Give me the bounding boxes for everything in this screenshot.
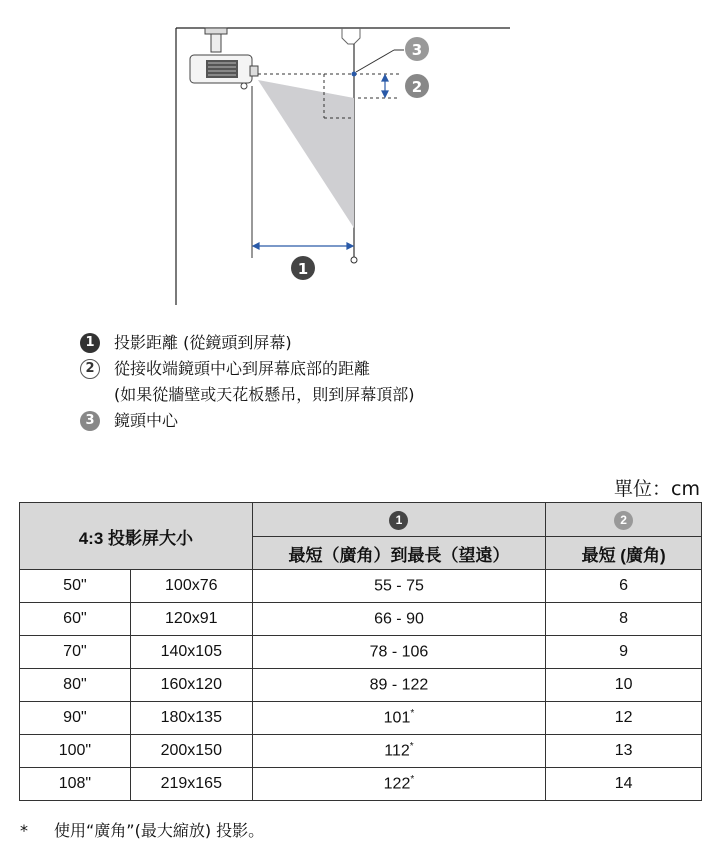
cell-distance-value: 78 - 106 bbox=[369, 643, 429, 661]
header-screen-size: 4:3 投影屏大小 bbox=[20, 503, 253, 570]
cell-distance-value: 101 bbox=[383, 709, 411, 727]
cell-star: * bbox=[410, 774, 415, 786]
cell-dims: 180x135 bbox=[130, 702, 252, 735]
number-2-icon: 2 bbox=[80, 359, 100, 379]
cell-min: 12 bbox=[546, 702, 702, 735]
callout-3-leader bbox=[356, 50, 394, 72]
table-row bbox=[20, 702, 702, 735]
cell-size: 90" bbox=[20, 702, 131, 735]
screen-mount bbox=[342, 28, 360, 44]
number-2-icon: 2 bbox=[614, 511, 633, 530]
header-distance-number bbox=[252, 503, 546, 537]
unit-label: 單位：cm bbox=[614, 478, 700, 500]
cell-dims: 120x91 bbox=[130, 603, 252, 636]
cell-dims: 100x76 bbox=[130, 570, 252, 603]
cell-distance bbox=[252, 768, 546, 801]
callout-2-label: 2 bbox=[411, 78, 423, 96]
table-header-row-1 bbox=[20, 503, 702, 537]
legend-subtext-2: (如果從牆壁或天花板懸吊，則到屏幕頂部) bbox=[114, 385, 415, 404]
cell-size: 80" bbox=[20, 669, 131, 702]
cell-size: 60" bbox=[20, 603, 131, 636]
legend-text-2: 從接收端鏡頭中心到屏幕底部的距離 bbox=[114, 359, 371, 378]
cell-distance-value: 66 - 90 bbox=[374, 610, 424, 628]
cell-distance-value: 55 - 75 bbox=[374, 577, 424, 595]
cell-distance-value: 112 bbox=[384, 742, 410, 760]
cell-distance-value: 122 bbox=[383, 775, 411, 793]
horizontal-distance-arrow bbox=[253, 243, 353, 249]
table-row bbox=[20, 570, 702, 603]
callout-3-label: 3 bbox=[411, 41, 423, 59]
cell-size: 70" bbox=[20, 636, 131, 669]
table-row bbox=[20, 768, 702, 801]
cell-distance bbox=[252, 570, 546, 603]
cell-min: 14 bbox=[546, 768, 702, 801]
projection-beam bbox=[258, 80, 354, 228]
cell-size: 50" bbox=[20, 570, 131, 603]
cell-distance bbox=[252, 636, 546, 669]
cell-min: 10 bbox=[546, 669, 702, 702]
legend-text-1: 投影距離 (從鏡頭到屏幕) bbox=[114, 333, 292, 352]
callout-1-label: 1 bbox=[297, 260, 309, 278]
projector bbox=[190, 55, 258, 89]
cell-distance bbox=[252, 603, 546, 636]
projection-distance-diagram bbox=[0, 0, 712, 320]
screen-size-table bbox=[19, 502, 702, 801]
table-row bbox=[20, 636, 702, 669]
footnote-mark: * bbox=[20, 821, 28, 840]
cell-distance bbox=[252, 735, 546, 768]
footnote-text: 使用“廣角”(最大縮放) 投影。 bbox=[54, 821, 265, 840]
cell-size: 100" bbox=[20, 735, 131, 768]
legend-text-3: 鏡頭中心 bbox=[114, 411, 179, 430]
cell-distance-value: 89 - 122 bbox=[369, 676, 429, 694]
table-row bbox=[20, 669, 702, 702]
number-3-icon: 3 bbox=[80, 411, 100, 431]
header-min-wide: 最短 (廣角) bbox=[546, 537, 702, 570]
number-1-icon: 1 bbox=[389, 511, 408, 530]
cell-dims: 219x165 bbox=[130, 768, 252, 801]
cell-min: 9 bbox=[546, 636, 702, 669]
legend bbox=[80, 330, 415, 434]
legend-item-3 bbox=[80, 408, 415, 434]
table-row bbox=[20, 735, 702, 768]
projector-mount-plate bbox=[205, 28, 227, 34]
header-distance-range: 最短（廣角）到最長（望遠） bbox=[252, 537, 546, 570]
cell-min: 8 bbox=[546, 603, 702, 636]
cell-dims: 140x105 bbox=[130, 636, 252, 669]
cell-dims: 200x150 bbox=[130, 735, 252, 768]
cell-star: * bbox=[409, 741, 414, 753]
vertical-distance-arrow bbox=[382, 75, 388, 97]
screen-bottom-marker bbox=[351, 257, 357, 263]
legend-item-1 bbox=[80, 330, 415, 356]
table-row bbox=[20, 603, 702, 636]
cell-star: * bbox=[410, 708, 415, 720]
footnote bbox=[20, 818, 264, 841]
legend-item-2 bbox=[80, 356, 415, 382]
cell-distance bbox=[252, 702, 546, 735]
header-height-number bbox=[546, 503, 702, 537]
cell-min: 6 bbox=[546, 570, 702, 603]
lens-center-point bbox=[352, 72, 357, 77]
number-1-icon: 1 bbox=[80, 333, 100, 353]
cell-dims: 160x120 bbox=[130, 669, 252, 702]
cell-size: 108" bbox=[20, 768, 131, 801]
cell-distance bbox=[252, 669, 546, 702]
cell-min: 13 bbox=[546, 735, 702, 768]
